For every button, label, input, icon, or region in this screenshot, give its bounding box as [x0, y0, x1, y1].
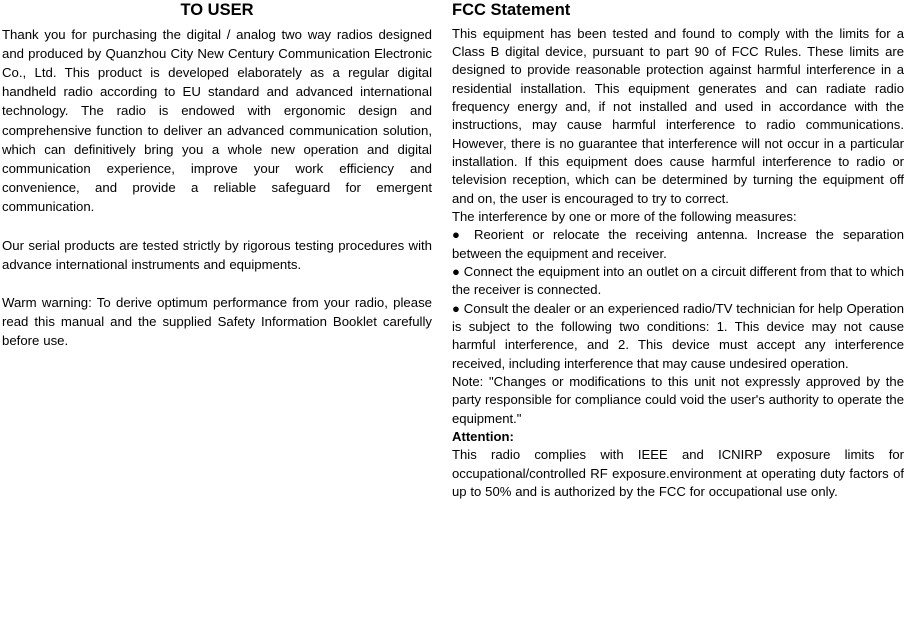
fcc-note: Note: "Changes or modifications to this unit not expressly approved by the party responsible for compliance could void the user's authority to operate the equipment.": [452, 373, 904, 426]
left-column: [0, 0, 440, 351]
right-column-title: FCC Statement: [452, 1, 571, 19]
fcc-bullet-3: ● Consult the dealer or an experienced radio/TV technician for help Operation is subject to the following two conditions: 1. This device may not cause harmful interference, and 2. This device must accept any interference received, including interference that may cause undesired operation.: [452, 300, 904, 371]
attention-text: This radio complies with IEEE and ICNIRP exposure limits for occupational/controlled RF exposure.environment at operating duty factors of up to 50% and is authorized by the FCC for occupational use only.: [452, 447, 904, 499]
fcc-paragraph-1: This equipment has been tested and found to comply with the limits for a Class B digital device, pursuant to part 90 of FCC Rules. These limits are designed to provide reasonable protection against harmful interference in a residential installation. This equipment generates and can radiate radio frequency energy and, if not installed and used in accordance with the instructions, may cause harmful interference to radio communications. However, there is no guarantee that interference will not occur in a particular installation. If this equipment does cause harmful interference to radio or television reception, which can be determined by turning the equipment off and on, the user is encouraged to try to correct.: [452, 25, 904, 206]
fcc-bullet-2: ● Connect the equipment into an outlet on a circuit different from that to which the receiver is connected.: [452, 263, 904, 298]
left-column-title: TO USER: [180, 1, 254, 19]
fcc-bullet-1: ● Reorient or relocate the receiving antenna. Increase the separation between the equipment and receiver.: [452, 227, 904, 261]
attention-label: Attention:: [452, 428, 514, 444]
fcc-paragraph-2: The interference by one or more of the following measures:: [452, 208, 797, 224]
paragraph-spacer: [2, 274, 432, 293]
right-column: [440, 0, 906, 501]
to-user-paragraph-1: Thank you for purchasing the digital / analog two way radios designed and produced by Quanzhou City New Century Communication Electronic Co., Ltd. This product is developed elaborately as a regular digital handheld radio according to EU standard and advanced international technology. The radio is endowed with ergonomic design and comprehensive function to deliver an advanced communication solution, which can definitively bring you a whole new operation and digital communication experience, improve your work efficiency and convenience, and provide a reliable safeguard for emergent communication.: [2, 26, 432, 215]
to-user-paragraph-2: Our serial products are tested strictly by rigorous testing procedures with advance international instruments and equipments.: [2, 237, 432, 272]
to-user-paragraph-3: Warm warning: To derive optimum performance from your radio, please read this manual and the supplied Safety Information Booklet carefully before use.: [2, 295, 432, 349]
paragraph-spacer: [2, 217, 432, 236]
